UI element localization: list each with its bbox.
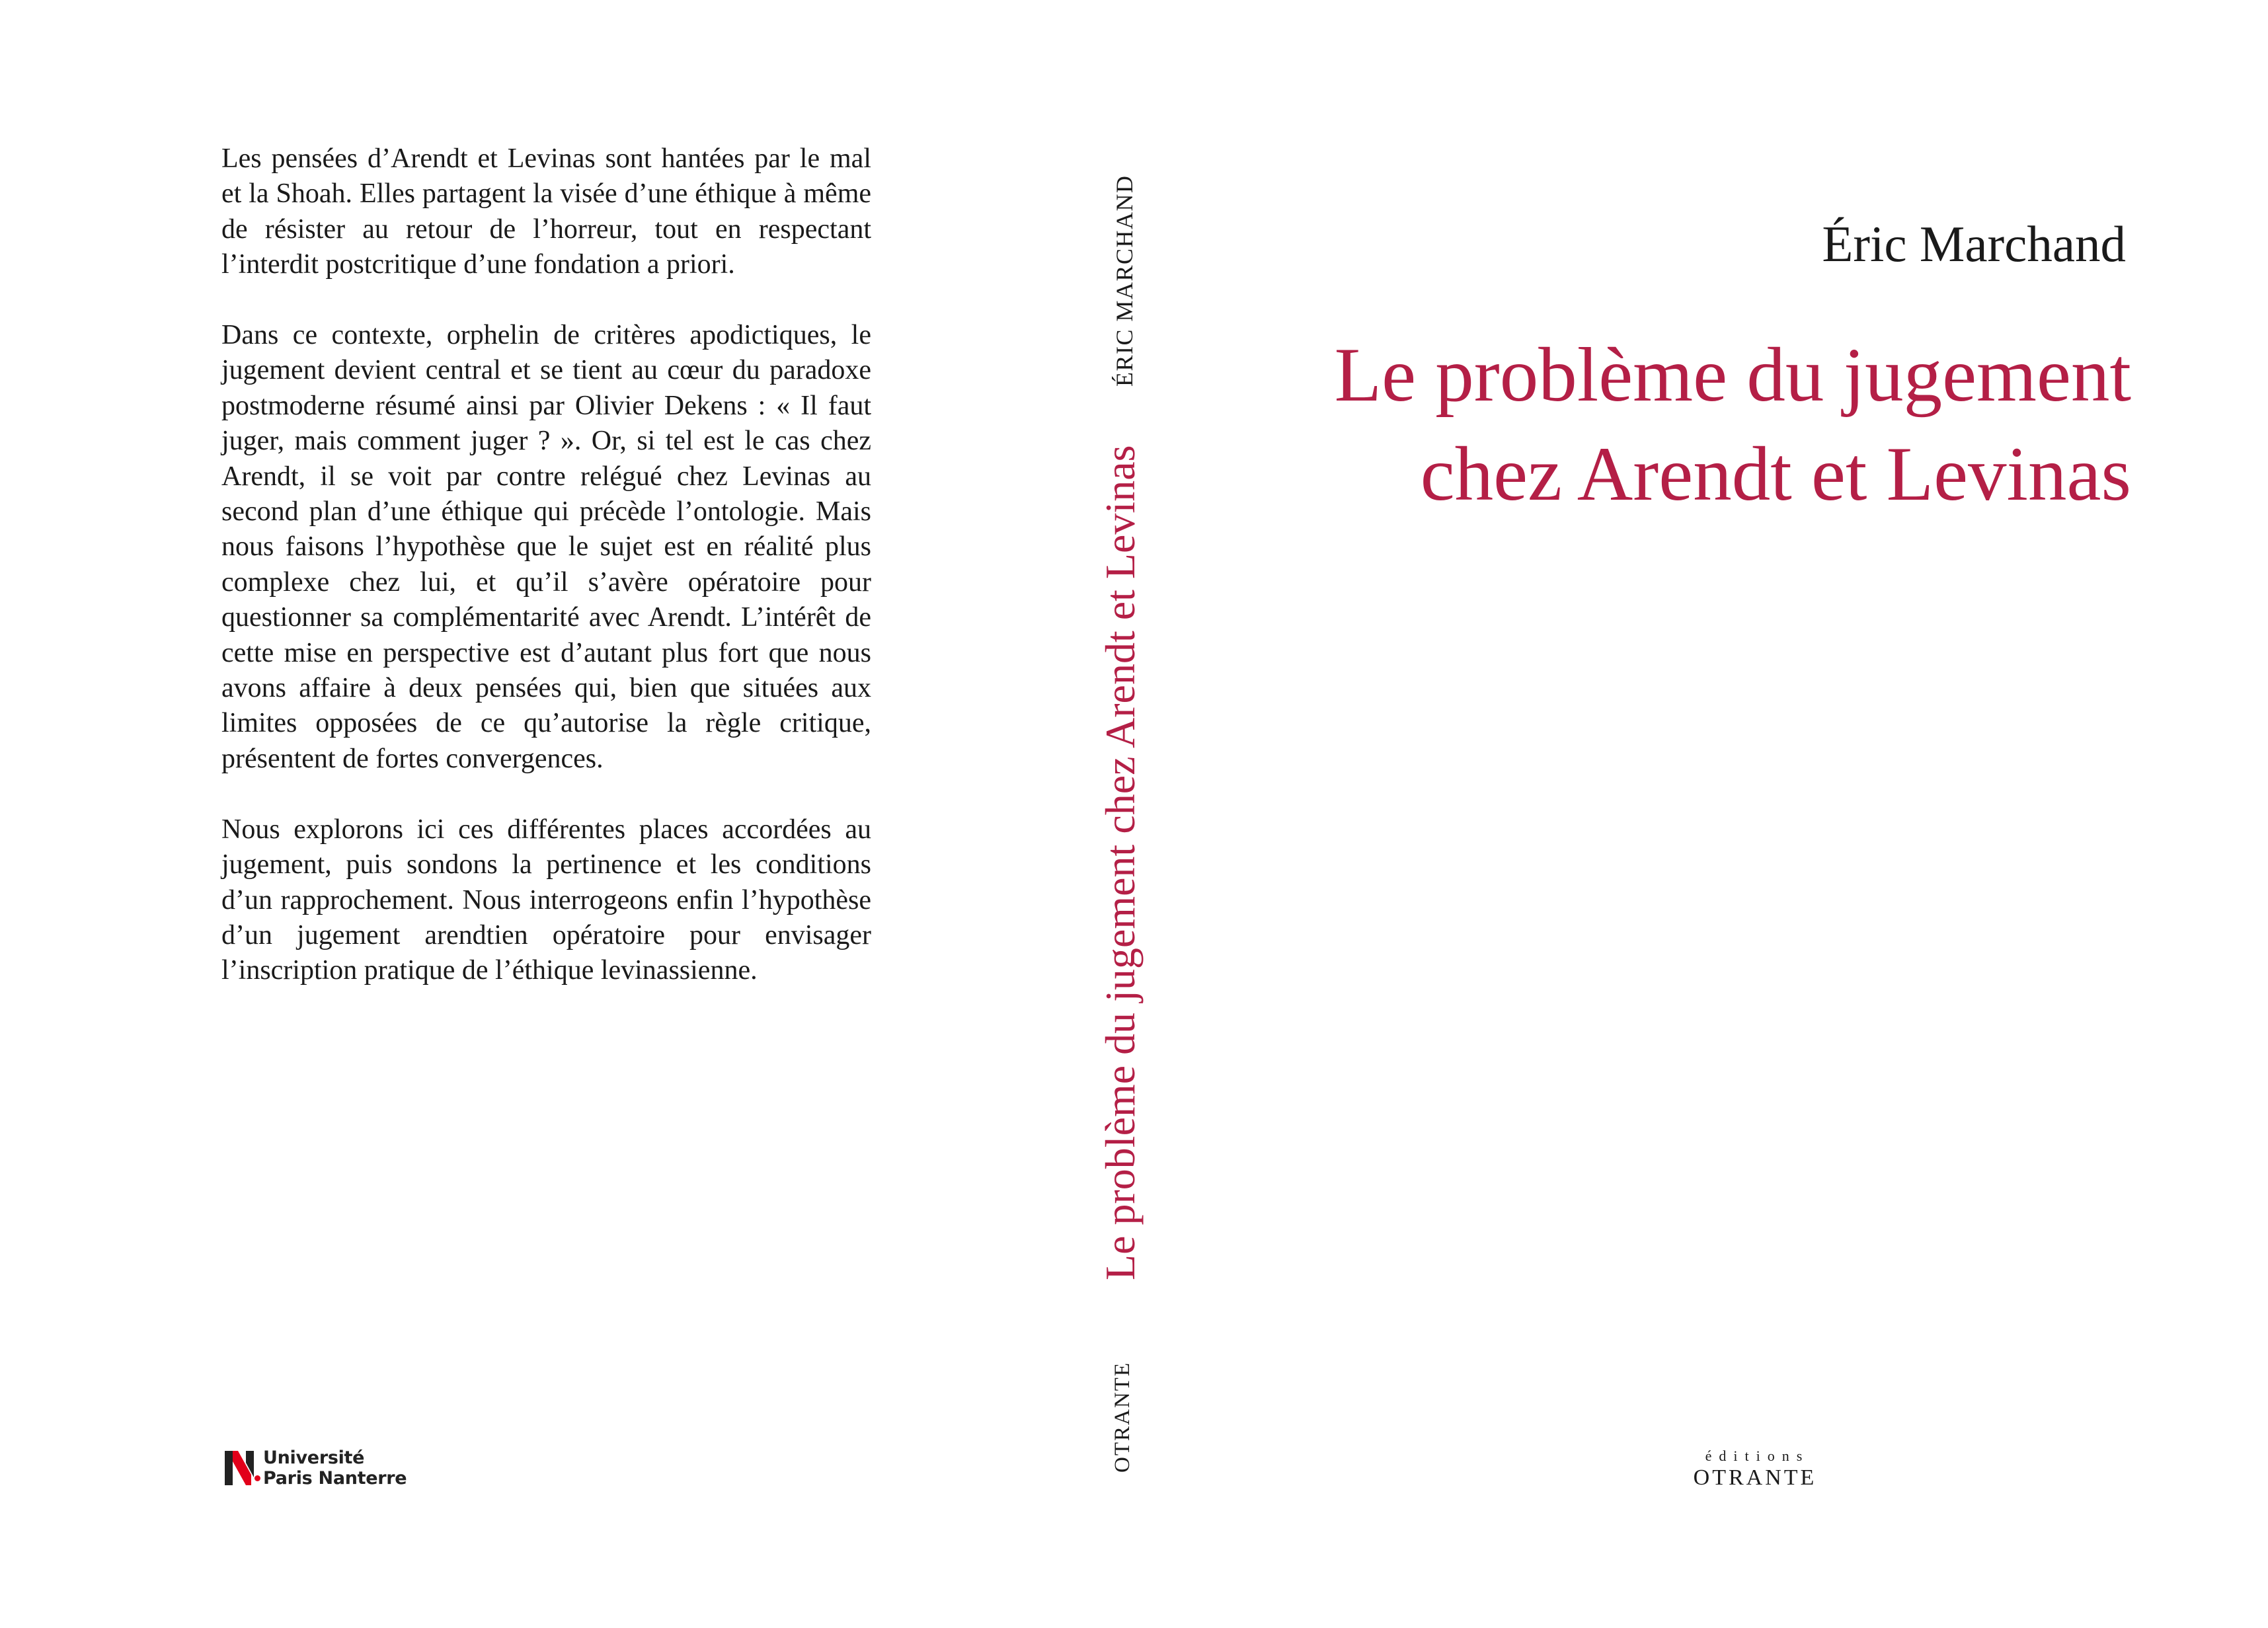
front-title xyxy=(1206,326,2131,524)
university-name xyxy=(263,1448,407,1489)
publisher-logo xyxy=(1674,1448,1833,1491)
publisher-editions-label: éditions xyxy=(1705,1448,1810,1464)
spine-publisher-wrap xyxy=(1111,1362,1190,1494)
blurb-paragraph-2: Dans ce contexte, orphelin de critères apodictiques, le jugement devient central et se tient au cœur du paradoxe postmoderne résumé ainsi par Olivier Dekens : « Il faut juger, mais comment juger ? ». Or, si tel est le cas chez Arendt, il se voit par contre relégué chez Levinas au second plan d’une éthique qui précède l’ontologie. Mais nous faisons l’hypothèse que le sujet est en réalité plus complexe chez lui, et qu’il s’avère opératoire pour questionner sa complémentarité avec Arendt. L’intérêt de cette mise en perspective est d’autant plus fort que nous avons affaire à deux pensées qui, bien que situées aux limites opposées de ce qu’autorise la règle critique, présentent de fortes convergences. xyxy=(221,320,871,774)
spine-title: Le problème du jugement chez Arendt et Levinas xyxy=(1097,445,1144,1280)
front-author: Éric Marchand xyxy=(1822,215,2126,272)
front-title-line1: Le problème du jugement xyxy=(1334,332,2131,418)
front-title-line2: chez Arendt et Levinas xyxy=(1420,432,2131,517)
university-logo xyxy=(223,1444,407,1492)
back-cover xyxy=(0,0,1084,1628)
university-name-line1: Université xyxy=(263,1448,365,1468)
university-n-mark-icon xyxy=(223,1448,256,1488)
spine-title-wrap xyxy=(1096,433,1175,1292)
spine xyxy=(1084,0,1190,1628)
university-name-line2: Paris Nanterre xyxy=(263,1468,407,1489)
front-cover xyxy=(1190,0,2268,1628)
blurb-paragraph-3: Nous explorons ici ces différentes places accordées au jugement, puis sondons la pertinence et les conditions d’un rapprochement. Nous interrogeons enfin l’hypothèse d’un jugement arendtien opératoire pour envisager l’inscription pratique de l’éthique levinassienne. xyxy=(221,814,871,986)
publisher-name: OTRANTE xyxy=(1693,1465,1817,1490)
spine-author-wrap xyxy=(1111,155,1190,387)
university-name-line2-wrap xyxy=(263,1468,407,1489)
spine-author: ÉRIC MARCHAND xyxy=(1111,174,1138,387)
blurb-paragraph-1: Les pensées d’Arendt et Levinas sont hantées par le mal et la Shoah. Elles partagent la visée d’une éthique à même de résister au retour de l’horreur, tout en respectant l’interdit postcritique d’une fondation a priori. xyxy=(221,143,871,280)
spine-publisher: OTRANTE xyxy=(1111,1362,1134,1473)
back-cover-blurb xyxy=(221,141,871,989)
